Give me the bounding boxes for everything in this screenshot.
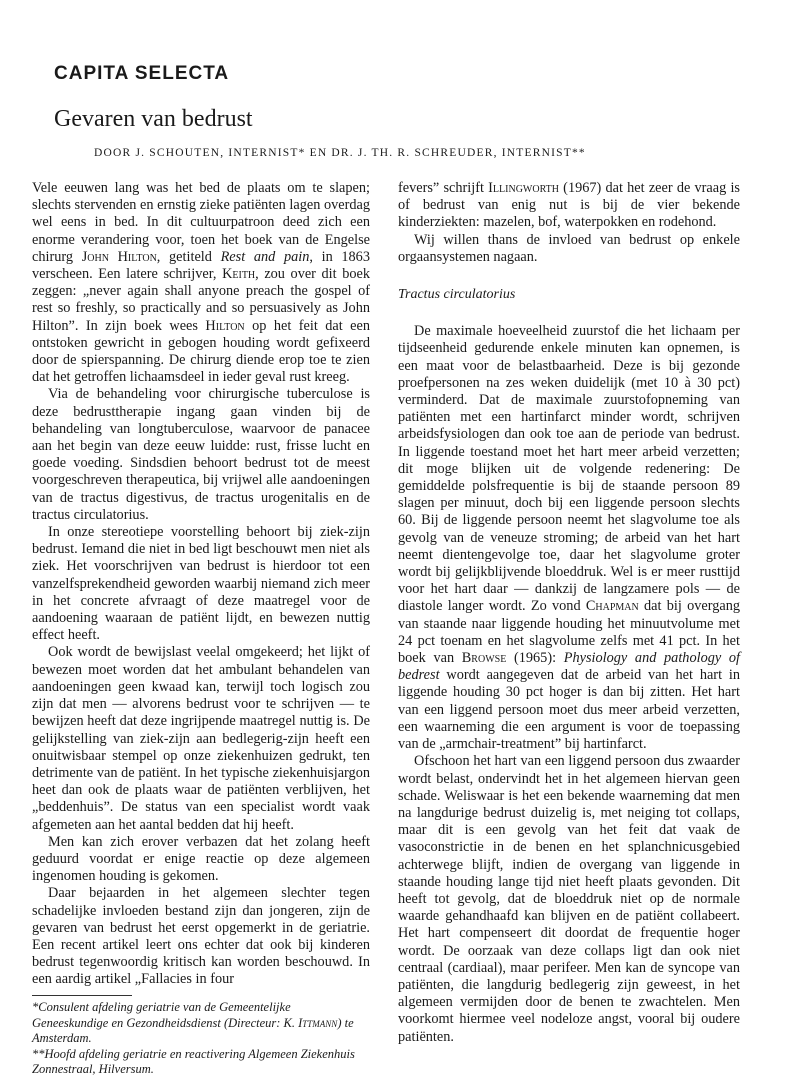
paragraph: fevers” schrijft Illingworth (1967) dat het zeer de vraag is of bedrust van enig nut is bij de vier bekende kinderziekten: mazelen, bof, waterpokken en rodehond. [398, 180, 740, 231]
paragraph: Ook wordt de bewijslast veelal omgekeerd; het lijkt of bewezen moet worden dat het ambulant behandelen van aandoeningen geen kwaad kan, terwijl toch logisch zou zijn dat men — alvorens bedrust voor te schrijven — te bewijzen heeft dat deze ingrijpende maatregel nuttig is. De gelijkstelling van ziek-zijn aan bedlegerig-zijn heeft een onuitwisbaar stempel op onze ziekenhuizen gedrukt, ten detrimente van de patiënt. In het typische ziekenhuisjargon heet dan ook de plaats waar de patiënten verblijven, het „beddenhuis”. De status van een specialist wordt vaak afgemeten aan het aantal bedden dat hij heeft. [32, 644, 370, 833]
left-column [32, 180, 370, 989]
article-authors: DOOR J. SCHOUTEN, INTERNIST* EN DR. J. TH. R. SCHREUDER, INTERNIST** [94, 147, 586, 159]
paragraph: Men kan zich erover verbazen dat het zolang heeft geduurd voordat er enige reactie op deze algemeen ingenomen houding is gekomen. [32, 833, 370, 885]
paragraph: De maximale hoeveelheid zuurstof die het lichaam per tijdseenheid gedurende enkele minuten kan opnemen, is een maat voor de belastbaarheid. Deze is bij gezonde proefpersonen na zes weken duidelijk (met 10 à 30 pct) verminderd. Dat de maximale zuurstofopneming van patiënten met een hartinfarct minder wordt, schrijven arbeidsfysiologen dan ook toe aan de periode van bedrust. In liggende toestand moet het hart meer arbeid verzetten; dit moge blijken uit de volgende redenering: De gemiddelde polsfrequentie is bij de staande persoon 89 slagen per minuut, doch bij een liggende persoon slechts 60. Bij de liggende persoon neemt het slagvolume toe als gevolg van de veneuze stroming; de arbeid van het hart neemt dientengevolge toe, daar het slagvolume groter wordt bij gelijkblijvende bloeddruk. Wel is er meer rusttijd voor het hart daar — dankzij de langzamere pols — de diastole langer wordt. Zo vond Chapman dat bij overgang van staande naar liggende houding het minuutvolume met 24 pct toenam en het slagvolume zelfs met 41 pct. In het boek van Browse (1965): Physiology and pathology of bedrest wordt aangegeven dat de arbeid van het hart in liggende houding 30 pct hoger is dan bij zitten. Het hart van een liggend persoon moet dus meer arbeid verzetten, een waarneming die een argument is voor de toepassing van de „armchair-treatment” bij hartinfarct. [398, 323, 741, 753]
article-title: Gevaren van bedrust [54, 106, 253, 132]
paragraph: Via de behandeling voor chirurgische tuberculose is deze bedrusttherapie ingang gaan vinden bij de behandeling van longtuberculose, waarvoor de panacee aan het begin van deze eeuw luidde: rust, frisse lucht en goede voeding. Sindsdien behoort bedrust tot de meest voorgeschreven therapeutica, bij vrijwel alle aandoeningen van de tractus digestivus, de tractus urogenitalis en de tractus circulatorius. [32, 386, 370, 523]
paragraph: Wij willen thans de invloed van bedrust op enkele orgaansystemen nagaan. [398, 231, 740, 265]
right-column [398, 180, 740, 1046]
footnote: **Hoofd afdeling geriatrie en reactivering Algemeen Ziekenhuis Zonnestraal, Hilversum. [32, 1046, 355, 1076]
footnote: *Consulent afdeling geriatrie van de Gemeentelijke Geneeskundige en Gezondheidsdienst (Directeur: K. Ittmann) te Amsterdam. [32, 1000, 354, 1045]
section-subheading: Tractus circulatorius [398, 287, 516, 303]
section-label: CAPITA SELECTA [54, 63, 230, 84]
footnotes [32, 995, 370, 1078]
paragraph: In onze stereotiepe voorstelling behoort bij ziek-zijn bedrust. Iemand die niet in bed ligt beschouwt men niet als ziek. Het voorschrijven van bedrust is hierdoor tot een vanzelfsprekendheid geworden waarbij niemand zich meer in het concrete afvraagt of deze maatregel voor de aandoening waaraan de patiënt lijdt, en bewezen nuttig effect heeft. [32, 524, 370, 644]
paragraph: Ofschoon het hart van een liggend persoon dus zwaarder wordt belast, ondervindt het in het algemeen hiervan geen schade. Weliswaar is het een bekende waarneming dat men na langdurige bedrust duizelig is, met neiging tot collaps, maar dit is een gevolg van het feit dat vaak de vasoconstrictie in de benen en het splanchnicusgebied achterwege blijft, indien de overgang van liggende in staande houding lange tijd niet heeft plaats gevonden. Dit heeft tot gevolg, dat de bloeddruk niet op de normale waarde gehandhaafd kan blijven en de patiënt collabeert. Het hart compenseert dit doordat de frequentie hoger wordt. De oorzaak van deze collaps ligt dan ook niet centraal (cardiaal), maar perifeer. Men kan de syncope van patiënten, die langdurig bedlegerig zijn geweest, in het algemeen vermijden door de benen te zwachtelen. Men voorkomt hiermee veel nodeloze angst, vooral bij oudere patiënten. [398, 753, 740, 1045]
paragraph: Vele eeuwen lang was het bed de plaats om te slapen; slechts stervenden en ernstig zieke patiënten lagen overdag wel eens in bed. In dit cultuurpatroon deed zich een enorme verandering voor, toen het boek van de Engelse chirurg John Hilton, getiteld Rest and pain, in 1863 verscheen. Een latere schrijver, Keith, zou over dit boek zeggen: „never again shall anyone preach the gospel of rest so freshly, so practically and so persuasively as John Hilton”. In zijn boek wees Hilton op het feit dat een ontstoken gewricht in gebogen houding wordt gefixeerd door de spierspanning. De chirurg diende erop toe te zien dat het getroffen lichaamsdeel in ieder geval rust kreeg. [32, 180, 370, 386]
footnote-divider [32, 995, 132, 996]
paragraph: Daar bejaarden in het algemeen slechter tegen schadelijke invloeden bestand zijn dan jongeren, zijn de gevaren van bedrust het eerst opgemerkt in de geriatrie. Een recent artikel leert ons echter dat ook bij kinderen bedrust tegenwoordig kritisch kan worden beschouwd. In een aardig artikel „Fallacies in four [32, 885, 370, 988]
